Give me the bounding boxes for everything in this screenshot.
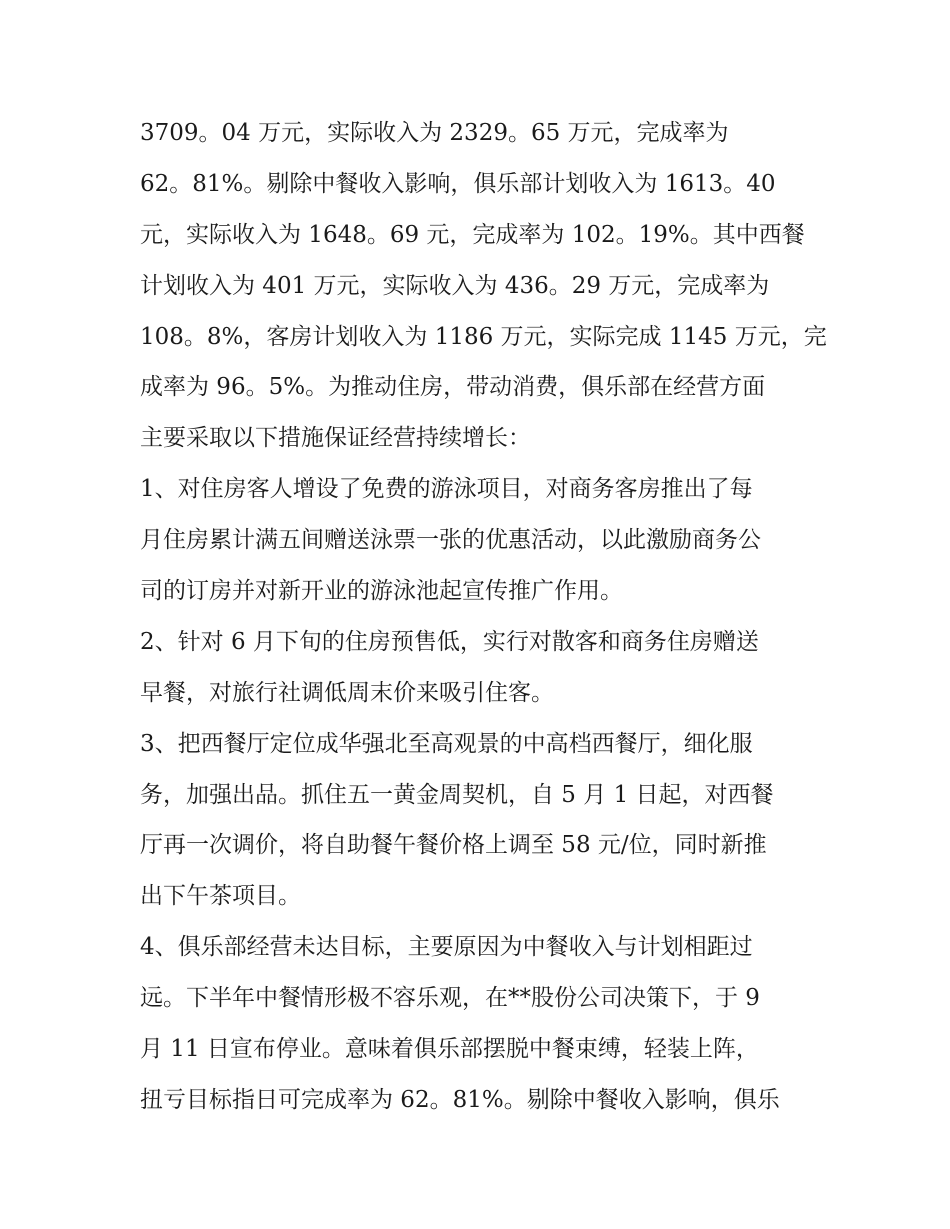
text-line: 2、针对 6 月下旬的住房预售低，实行对散客和商务住房赠送 [140,628,759,655]
text-line: 月 11 日宣布停业。意味着俱乐部摆脱中餐束缚，轻装上阵， [140,1036,759,1063]
text-line: 3709。04 万元，实际收入为 2329。65 万元，完成率为 [140,120,729,146]
text-line: 计划收入为 401 万元，实际收入为 436。29 万元，完成率为 [140,272,770,299]
document-body [140,108,827,1126]
text-line: 厅再一次调价，将自助餐午餐价格上调至 58 元/位，同时新推 [140,832,767,859]
text-line: 108。8%，客房计划收入为 1186 万元，实际完成 1145 万元，完 [140,323,827,350]
text-line: 元，实际收入为 1648。69 元，完成率为 102。19%。其中西餐 [140,221,805,248]
text-line: 务，加强出品。抓住五一黄金周契机，自 5 月 1 日起，对西餐 [140,781,774,808]
text-line: 司的订房并对新开业的游泳池起宣传推广作用。 [140,578,623,605]
text-line: 62。81%。剔除中餐收入影响，俱乐部计划收入为 1613。40 [140,170,776,197]
text-line: 成率为 96。5%。为推动住房，带动消费，俱乐部在经营方面 [140,374,766,401]
text-line: 4、俱乐部经营未达目标，主要原因为中餐收入与计划相距过 [140,934,753,961]
text-line: 出下午茶项目。 [140,883,301,910]
text-line: 3、把西餐厅定位成华强北至高观景的中高档西餐厅，细化服 [140,730,753,757]
text-line: 月住房累计满五间赠送泳票一张的优惠活动，以此激励商务公 [140,527,761,554]
text-line: 远。下半年中餐情形极不容乐观，在**股份公司决策下，于 9 [140,985,760,1012]
text-line: 扭亏目标指日可完成率为 62。81%。剔除中餐收入影响，俱乐 [140,1086,780,1113]
text-line: 主要采取以下措施保证经营持续增长： [140,425,531,452]
text-line: 早餐，对旅行社调低周末价来吸引住客。 [140,679,554,706]
text-line: 1、对住房客人增设了免费的游泳项目，对商务客房推出了每 [140,476,753,503]
